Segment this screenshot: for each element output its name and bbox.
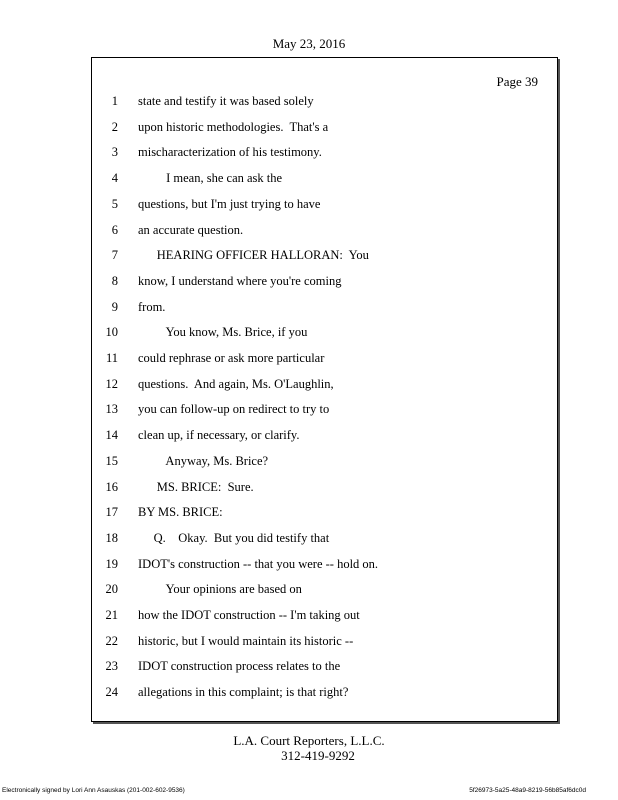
line-text: BY MS. BRICE:: [138, 505, 223, 520]
line-number: 1: [111, 94, 118, 108]
line-text: You know, Ms. Brice, if you: [138, 325, 308, 340]
line-text: upon historic methodologies. That's a: [138, 119, 329, 134]
line-text: questions, but I'm just trying to have: [138, 196, 321, 211]
line-number: 13: [105, 402, 118, 417]
page-number: Page 39: [496, 74, 538, 89]
line-text: Anyway, Ms. Brice?: [138, 453, 269, 468]
line-text: know, I understand where you're coming: [138, 273, 342, 288]
line-number: 7: [111, 248, 118, 263]
line-number: 3: [111, 145, 118, 160]
line-text: from.: [138, 299, 166, 314]
line-number: 20: [105, 582, 118, 597]
line-number: 15: [105, 453, 118, 468]
line-text: MS. BRICE: Sure.: [138, 479, 254, 494]
line-text: Q. Okay. But you did testify that: [138, 530, 330, 545]
line-number: 14: [105, 428, 118, 443]
line-number: 5: [111, 196, 118, 211]
line-number: 8: [111, 273, 118, 288]
line-number: 24: [105, 685, 118, 700]
line-text: could rephrase or ask more particular: [138, 351, 325, 365]
line-number: 22: [105, 633, 118, 648]
line-text: historic, but I would maintain its historic --: [138, 633, 354, 648]
line-number: 4: [111, 171, 118, 186]
line-number: 2: [111, 119, 118, 134]
line-text: an accurate question.: [138, 222, 244, 237]
line-text: IDOT construction process relates to the: [138, 659, 341, 674]
document-hash: 5f26973-5a25-48a9-8219-56b85af6dc0d: [469, 787, 586, 794]
line-number: 16: [105, 479, 118, 494]
line-number: 18: [105, 530, 118, 545]
transcript-page: [91, 57, 558, 722]
line-text: mischaracterization of his testimony.: [138, 145, 322, 160]
line-text: IDOT's construction -- that you were -- hold on.: [138, 556, 379, 571]
line-text: allegations in this complaint; is that right?: [138, 685, 349, 700]
reporter-phone: 312-419-9292: [281, 748, 355, 763]
line-text: questions. And again, Ms. O'Laughlin,: [138, 376, 334, 391]
line-number: 11: [105, 351, 118, 365]
line-text: clean up, if necessary, or clarify.: [138, 428, 300, 443]
line-number: 23: [105, 659, 118, 674]
line-number: 6: [111, 222, 118, 237]
line-number: 9: [111, 299, 118, 314]
line-number: 12: [105, 376, 118, 391]
line-number: 17: [105, 505, 118, 520]
transcript-date: May 23, 2016: [272, 36, 346, 51]
line-number: 19: [105, 556, 118, 571]
line-text: HEARING OFFICER HALLORAN: You: [138, 248, 369, 263]
line-text: how the IDOT construction -- I'm taking out: [138, 608, 360, 622]
line-text: you can follow-up on redirect to try to: [138, 402, 330, 417]
line-text: state and testify it was based solely: [138, 94, 314, 108]
line-number: 21: [105, 608, 118, 622]
line-text: Your opinions are based on: [138, 582, 302, 597]
line-text: I mean, she can ask the: [138, 171, 283, 186]
electronic-signature: Electronically signed by Lori Ann Asauskas (201-002-602-9536): [2, 787, 185, 794]
reporter-company: L.A. Court Reporters, L.L.C.: [233, 733, 385, 748]
line-number: 10: [105, 325, 118, 340]
